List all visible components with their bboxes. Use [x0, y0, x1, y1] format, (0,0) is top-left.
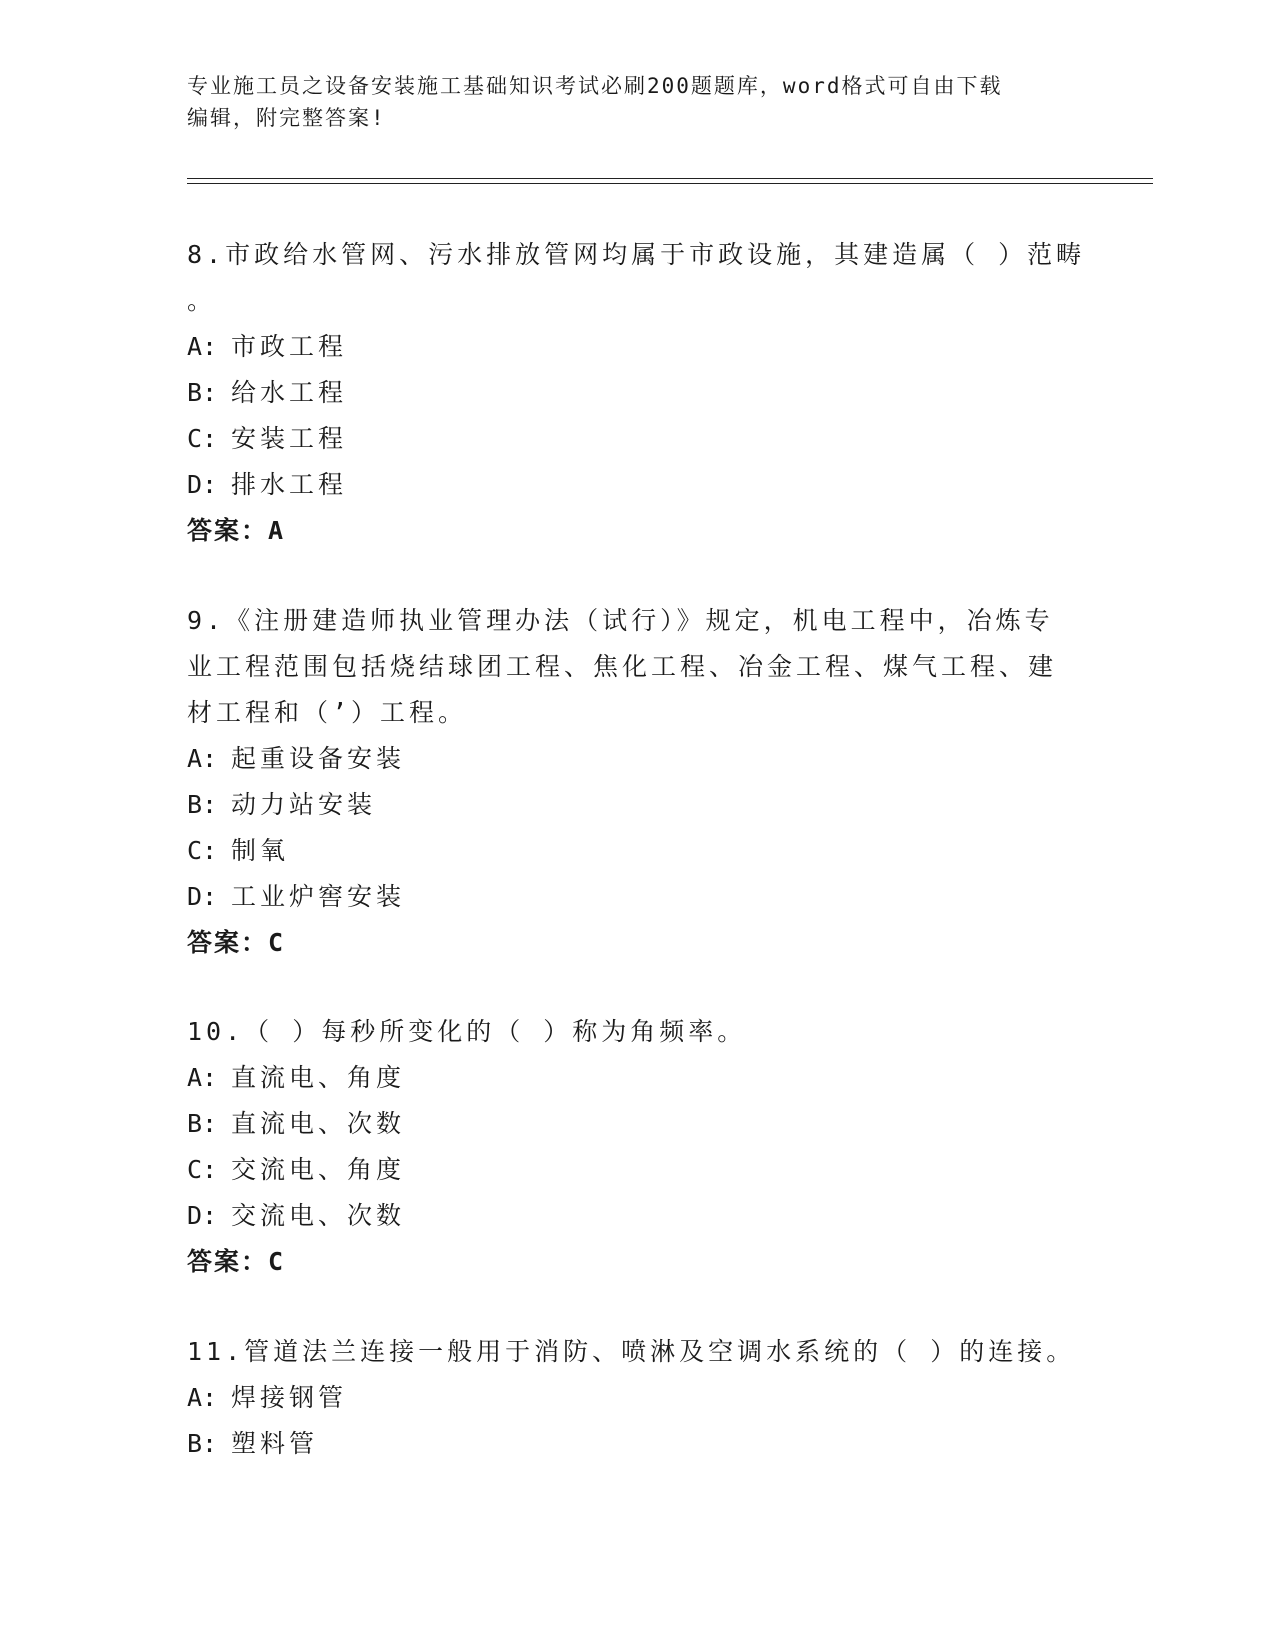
option-text: 直流电、次数 — [231, 1109, 406, 1138]
option-d — [187, 462, 1087, 508]
option-a — [187, 736, 1087, 782]
header-divider-top — [187, 178, 1153, 179]
header-divider-bottom — [187, 183, 1153, 184]
option-a — [187, 1375, 1087, 1421]
option-b — [187, 1101, 1087, 1147]
option-letter: B: — [187, 1109, 218, 1138]
option-letter: B: — [187, 1429, 218, 1458]
option-d — [187, 874, 1087, 920]
question-8 — [187, 232, 1087, 554]
option-text: 焊接钢管 — [231, 1383, 348, 1412]
option-text: 起重设备安装 — [231, 744, 406, 773]
option-c — [187, 828, 1087, 874]
option-text: 直流电、角度 — [231, 1063, 406, 1092]
option-text: 交流电、次数 — [231, 1201, 406, 1230]
option-letter: A: — [187, 744, 218, 773]
option-letter: C: — [187, 424, 218, 453]
option-letter: B: — [187, 790, 218, 819]
option-text: 制氧 — [231, 836, 290, 865]
question-10 — [187, 1009, 1087, 1285]
option-b — [187, 782, 1087, 828]
option-b — [187, 1421, 1087, 1467]
option-letter: D: — [187, 470, 218, 499]
option-text: 排水工程 — [231, 470, 348, 499]
option-text: 工业炉窖安装 — [231, 882, 406, 911]
question-11 — [187, 1329, 1087, 1467]
question-stem-line: 8.市政给水管网、污水排放管网均属于市政设施，其建造属（ ）范畴 — [187, 240, 1086, 269]
option-letter: C: — [187, 836, 218, 865]
answer-line: 答案：C — [187, 1247, 286, 1276]
header-line-2: 编辑，附完整答案! — [187, 106, 386, 130]
question-stem-line: 业工程范围包括烧结球团工程、焦化工程、冶金工程、煤气工程、建 — [187, 652, 1058, 681]
option-a — [187, 324, 1087, 370]
option-letter: C: — [187, 1155, 218, 1184]
option-letter: D: — [187, 1201, 218, 1230]
option-letter: A: — [187, 1063, 218, 1092]
document-header — [187, 70, 1067, 134]
answer-line: 答案：A — [187, 516, 286, 545]
option-letter: D: — [187, 882, 218, 911]
option-text: 交流电、角度 — [231, 1155, 406, 1184]
question-stem-line: 材工程和（’）工程。 — [187, 698, 468, 727]
option-c — [187, 416, 1087, 462]
option-letter: B: — [187, 378, 218, 407]
question-stem-line: 11.管道法兰连接一般用于消防、喷淋及空调水系统的（ ）的连接。 — [187, 1337, 1076, 1366]
option-a — [187, 1055, 1087, 1101]
question-9 — [187, 598, 1087, 966]
answer-line: 答案：C — [187, 928, 286, 957]
question-stem-line: 10.（ ）每秒所变化的（ ）称为角频率。 — [187, 1017, 747, 1046]
option-text: 给水工程 — [231, 378, 348, 407]
question-stem-line: 。 — [187, 286, 217, 315]
header-line-1: 专业施工员之设备安装施工基础知识考试必刷200题题库，word格式可自由下载 — [187, 74, 1003, 98]
option-text: 市政工程 — [231, 332, 348, 361]
option-text: 动力站安装 — [231, 790, 377, 819]
option-text: 塑料管 — [231, 1429, 319, 1458]
question-stem-line: 9.《注册建造师执业管理办法（试行）》规定，机电工程中，冶炼专 — [187, 606, 1054, 635]
option-letter: A: — [187, 332, 218, 361]
option-text: 安装工程 — [231, 424, 348, 453]
option-b — [187, 370, 1087, 416]
option-d — [187, 1193, 1087, 1239]
option-letter: A: — [187, 1383, 218, 1412]
option-c — [187, 1147, 1087, 1193]
